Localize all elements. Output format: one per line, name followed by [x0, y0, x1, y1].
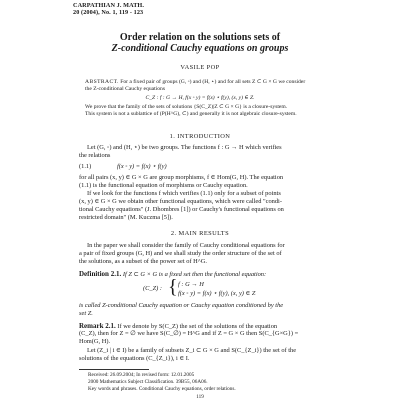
page-number: 119	[196, 394, 204, 400]
footnote-msc: 2000 Mathematics Subject Classification. 39B55, 06A06.	[88, 379, 208, 385]
main-line-3: the solutions, as a subset of the power set of H^G.	[79, 258, 207, 265]
remark-line-5: solutions of the equations (C_{Z_i}), i ∈ I.	[79, 355, 190, 362]
remark-text-1: If we denote by S(C_Z) the set of the solutions of the equation	[117, 323, 278, 330]
main-line-2: a pair of fixed groups (G, H) and we shall study the order structure of the set of	[79, 250, 282, 257]
intro-line-8: restricted domain" (M. Kuczma [5]).	[79, 214, 173, 221]
remark-line-3: Hom(G, H).	[79, 338, 111, 345]
journal-header	[73, 2, 144, 16]
journal-issue: 20 (2004), No. 1, 119 - 123	[73, 9, 144, 16]
footnote-received: Received: 26.09.2004; In revised form: 12.01.2005	[88, 372, 195, 378]
abstract-line-4: This system is not a sublattice of (P(H^G), ⊂) and generally it is not algebraic closure-system.	[85, 111, 297, 117]
definition-equation-top: f : G → H	[178, 281, 204, 288]
intro-line-7: tional Cauchy equations" (J. Dhombres [1]) or Cauchy's functional equations on	[79, 206, 284, 213]
abstract-label: ABSTRACT.	[85, 79, 119, 85]
definition-equation-bottom: f(x ◦ y) = f(x) ⋆ f(y), (x, y) ∈ Z	[178, 290, 256, 297]
definition-label: Definition 2.1.	[79, 270, 122, 278]
equation-1-1-number: (1.1)	[79, 163, 92, 170]
remark-label: Remark 2.1.	[79, 322, 116, 330]
remark-line-2: (C_Z), then for Z = ∅ we have S(C_∅) = H^G and if Z = G × G then S(C_{G×G}) =	[79, 330, 299, 337]
author-name: VASILE POP	[180, 64, 220, 71]
footnote-keywords: Key words and phrases. Conditional Cauchy equations, order relations.	[88, 386, 236, 392]
intro-line-1: Let (G, ◦) and (H, ⋆) be two groups. The functions f : G → H which verifies	[87, 144, 282, 151]
intro-line-3: for all pairs (x, y) ∈ G × G are group morphisms, f ∈ Hom(G, H). The equation	[79, 174, 284, 181]
main-line-1: In the paper we shall consider the family of Cauchy conditional equations for	[87, 242, 285, 249]
remark-line-4: Let (Z_i | i ∈ I) be a family of subsets Z_i ⊂ G × G and S(C_{Z_i}) the set of the	[87, 347, 297, 354]
definition-equation-label: (C_Z) :	[143, 285, 162, 292]
definition-brace: {	[168, 276, 178, 298]
definition-line-2: is called Z-conditional Cauchy equation or Cauchy equation conditioned by the	[79, 302, 284, 309]
abstract-line-2: the Z-conditional Cauchy equations	[85, 86, 166, 92]
paper-title-line-1: Order relation on the solutions sets of	[119, 32, 281, 43]
definition-text-1: If Z ⊂ G × G is a fixed set then the functional equation:	[122, 271, 267, 278]
abstract-line-3: We prove that the family of the sets of solutions {S(C_Z)|Z ⊂ G × G} is a closure-system.	[85, 104, 288, 110]
footnote-rule	[79, 369, 149, 370]
equation-1-1: f(x ◦ y) = f(x) ⋆ f(y)	[117, 163, 167, 170]
abstract-equation: C_Z : f : G → H, f(x ◦ y) = f(x) ⋆ f(y), (x, y) ∈ Z.	[145, 95, 255, 101]
definition-line-3: set Z.	[79, 310, 93, 317]
intro-line-2: the relations	[79, 152, 111, 159]
intro-line-5: If we look for the functions f which verifies (1.1) only for a subset of points	[87, 190, 281, 197]
section-heading-main-results: 2. MAIN RESULTS	[170, 230, 230, 237]
abstract-text-1: For a fixed pair of groups (G, ◦) and (H, ⋆) and for all sets Z ⊂ G × G we consider	[120, 79, 306, 85]
section-heading-introduction: 1. INTRODUCTION	[169, 133, 231, 140]
journal-name: CARPATHIAN J. MATH.	[73, 2, 144, 9]
intro-line-4: (1.1) is the functional equation of morphisms or Cauchy equation.	[79, 182, 248, 189]
paper-title-line-2: Z-conditional Cauchy equations on groups	[111, 43, 289, 54]
abstract-line-1	[85, 79, 305, 86]
intro-line-6: (x, y) ∈ G × G we obtain other functional equations, which were called "condi-	[79, 198, 282, 205]
